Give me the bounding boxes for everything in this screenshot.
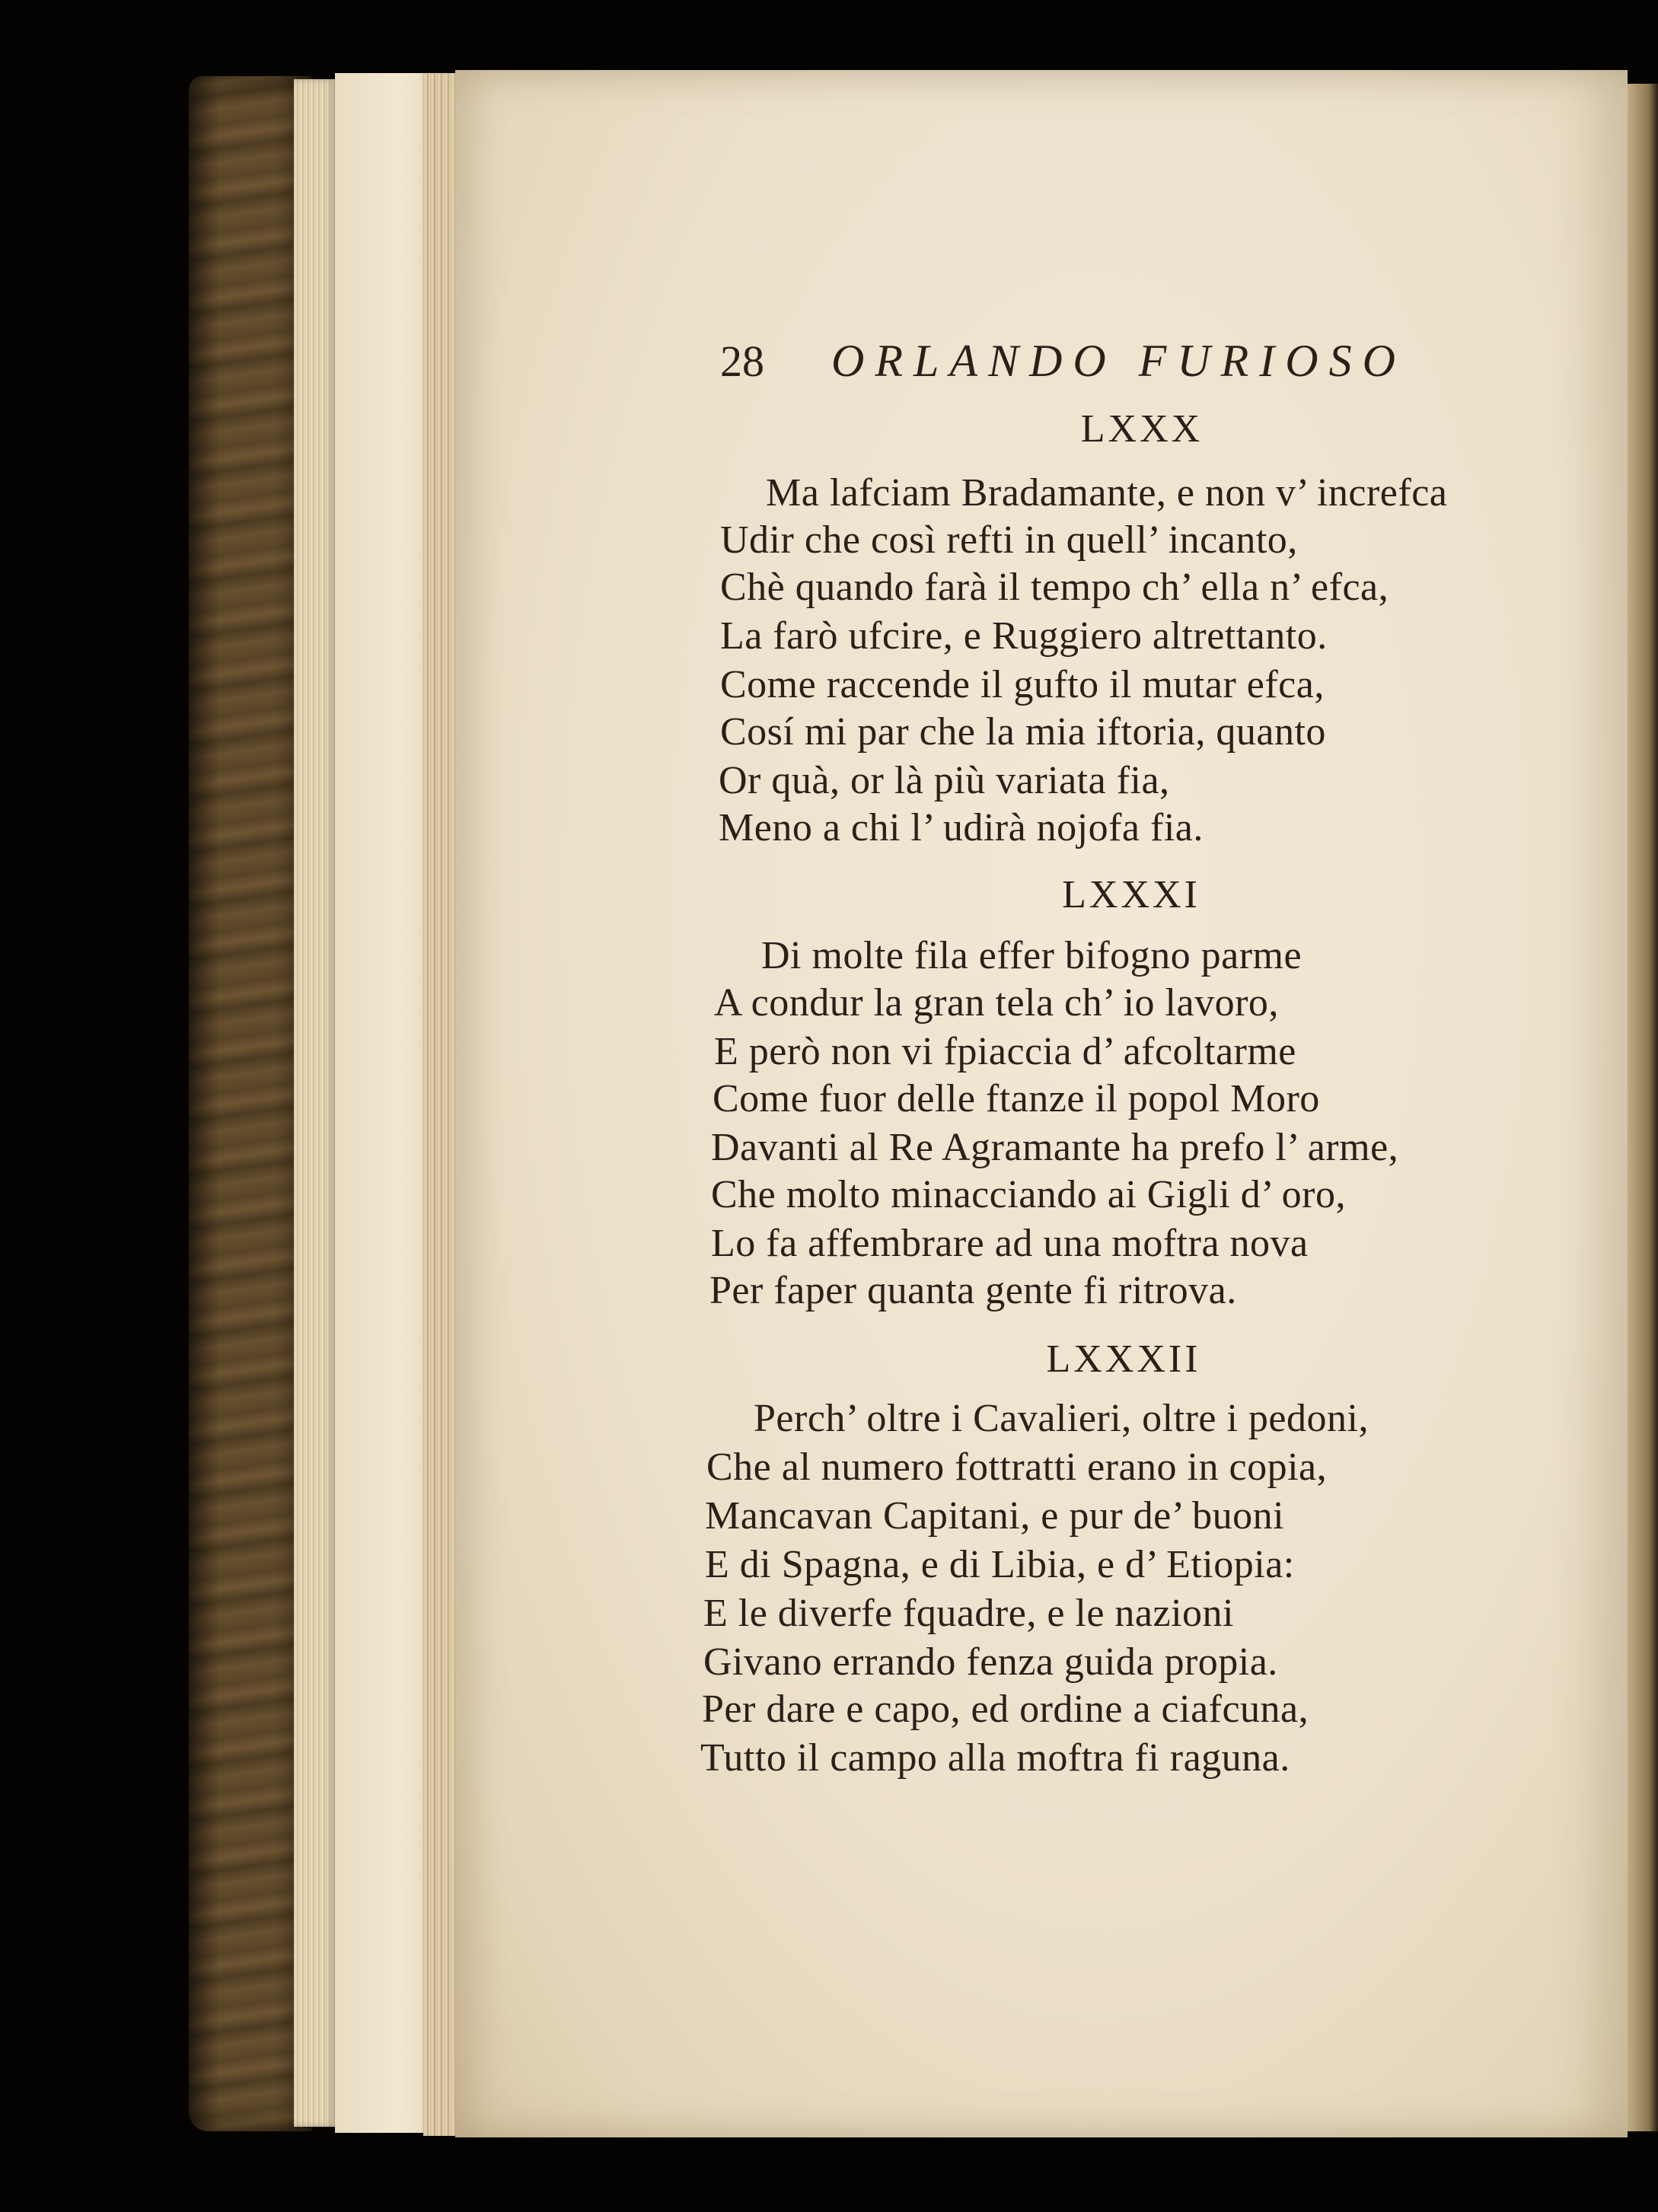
verse-line: E di Spagna, e di Libia, e d’ Etiopia: — [705, 1543, 1295, 1586]
verse-line: Meno a chi l’ udirà nojofa fia. — [719, 806, 1204, 849]
verse-line: E però non vi fpiaccia d’ afcoltarme — [714, 1030, 1296, 1073]
verse-line: Cosí mi par che la mia iftoria, quanto — [720, 710, 1326, 754]
verse-line: Udir che così refti in quell’ incanto, — [720, 518, 1298, 562]
verse-line: Or quà, or là più variata fia, — [719, 759, 1170, 802]
verse-line: Come fuor delle ftanze il popol Moro — [713, 1077, 1320, 1120]
verse-line: E le diverfe fquadre, e le nazioni — [703, 1592, 1234, 1635]
stanza-numeral: LXXXI — [1062, 873, 1200, 916]
verse-line: A condur la gran tela ch’ io lavoro, — [714, 981, 1279, 1025]
page-number: 28 — [720, 336, 764, 386]
verse-line: Che molto minacciando ai Gigli d’ oro, — [711, 1173, 1346, 1216]
verse-line: Perch’ oltre i Cavalieri, oltre i pedoni, — [754, 1397, 1369, 1440]
verse-line: La farò ufcire, e Ruggiero altrettanto. — [720, 614, 1328, 658]
verse-line: Chè quando farà il tempo ch’ ella n’ efca, — [720, 566, 1389, 609]
verse-line: Come raccende il gufto il mutar efca, — [720, 663, 1325, 706]
verse-line: Tutto il campo alla moftra fi raguna. — [700, 1736, 1290, 1780]
stanza-numeral: LXXX — [1080, 407, 1204, 451]
page-edges — [294, 79, 336, 2127]
verse-line: Per faper quanta gente fi ritrova. — [709, 1269, 1237, 1312]
verse-line: Per dare e capo, ed ordine a ciafcuna, — [702, 1688, 1309, 1731]
verse-line: Davanti al Re Agramante ha prefo l’ arme, — [711, 1126, 1399, 1169]
verse-line: Di molte fila effer bifogno parme — [761, 934, 1302, 977]
running-head — [720, 335, 1481, 387]
running-title: ORLANDO FURIOSO — [831, 336, 1406, 386]
verse-line: Mancavan Capitani, e pur de’ buoni — [705, 1494, 1285, 1538]
verse-line: Ma lafciam Bradamante, e non v’ increfca — [766, 471, 1448, 515]
verse-line: Che al numero fottratti erano in copia, — [706, 1445, 1328, 1489]
stanza-numeral: LXXXII — [1046, 1337, 1201, 1381]
verse-line: Givano errando fenza guida propia. — [703, 1640, 1278, 1684]
verse-line: Lo fa affembrare ad una moftra nova — [711, 1222, 1309, 1265]
